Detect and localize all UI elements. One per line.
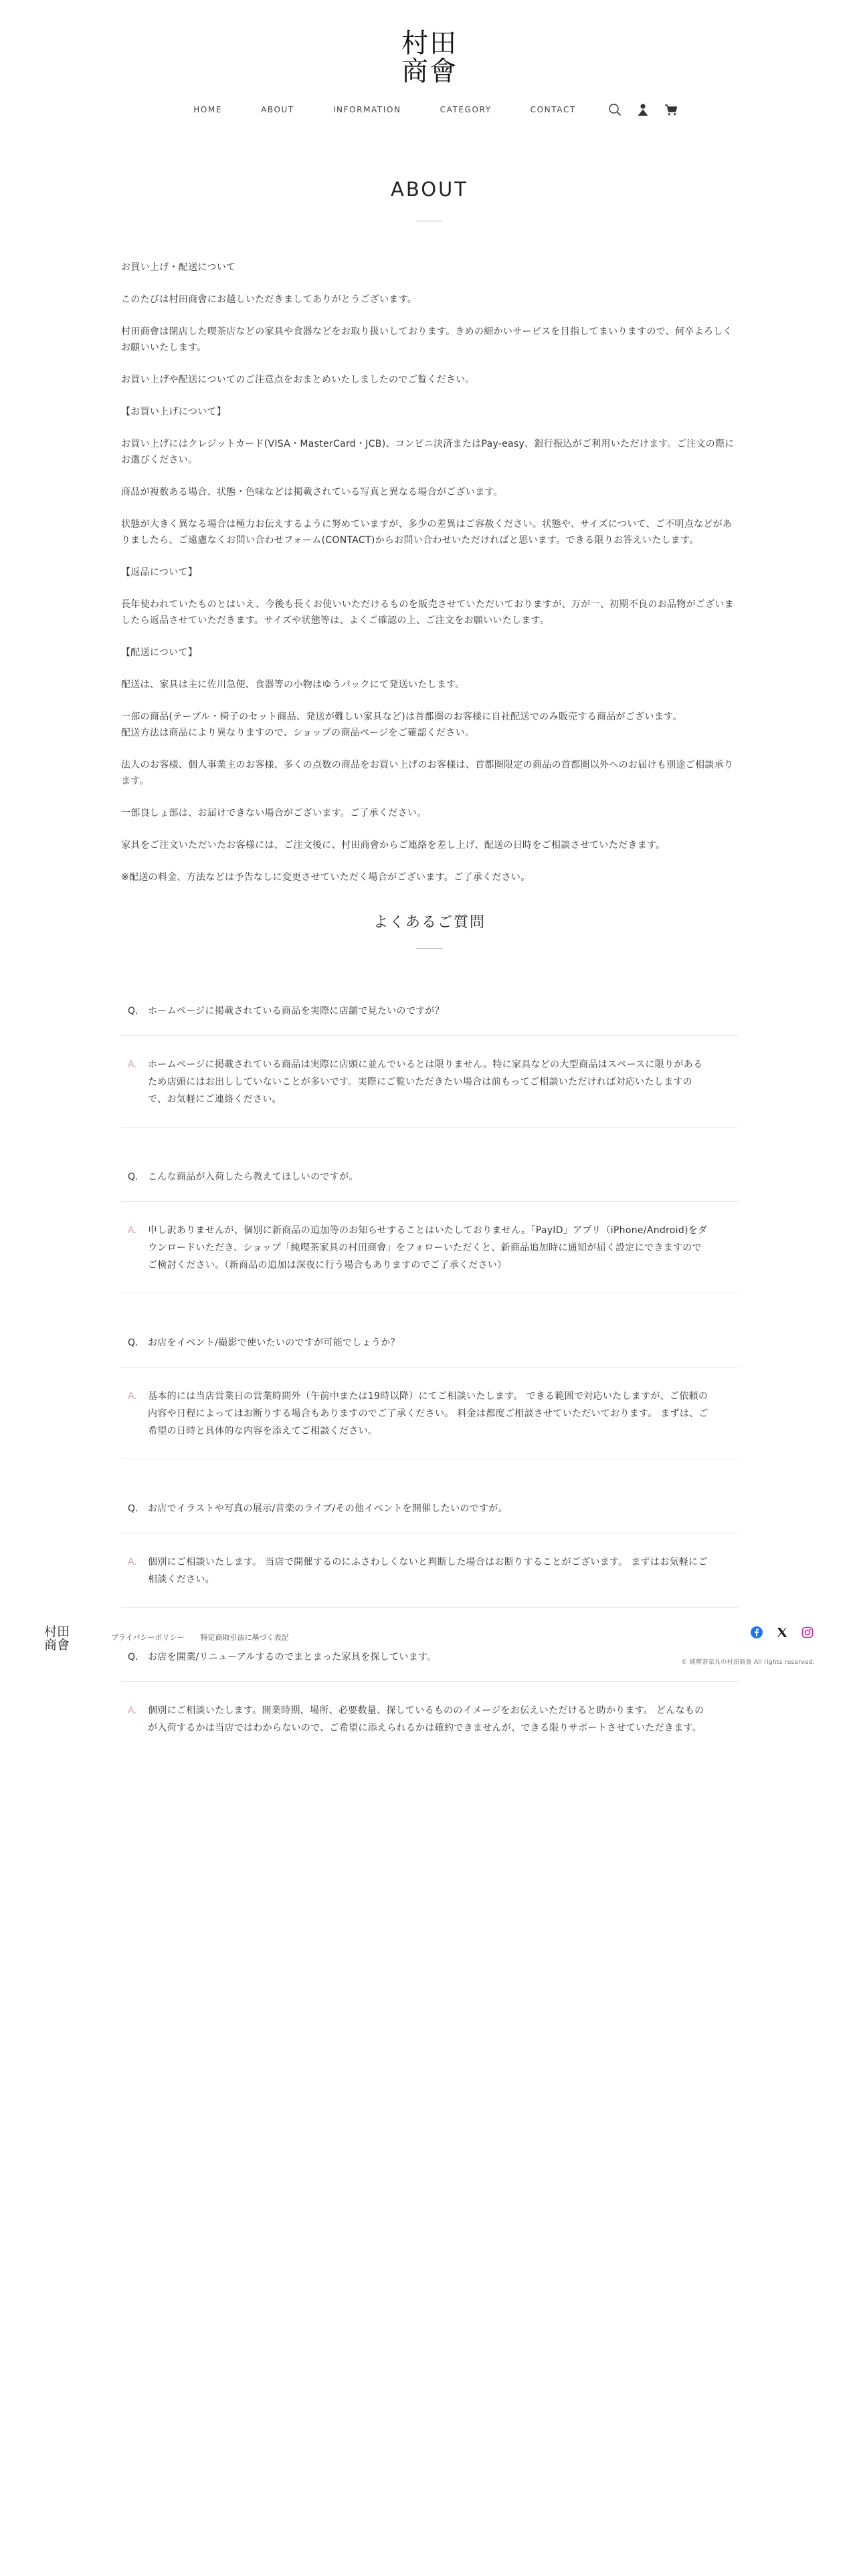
question-text: お店を開業/リニューアルするのでまとまった家具を探しています。 [148, 1652, 437, 1662]
footer-logo-line-1: 村田 [44, 1624, 70, 1639]
about-body [121, 259, 738, 901]
instagram-icon[interactable] [800, 1625, 815, 1640]
faq-answer [121, 1202, 738, 1293]
about-paragraph: 一部の商品(テーブル・椅子のセット商品、発送が難しい家具など)は首都圏のお客様に自社配送でのみ販売する商品がございます。 [121, 712, 682, 722]
facebook-icon[interactable] [749, 1625, 764, 1640]
about-heading-purchase: 【お買い上げについて】 [121, 407, 227, 417]
main-nav [0, 102, 859, 118]
question-mark: Q. [128, 1172, 138, 1182]
footer-logo-line-2: 商會 [44, 1638, 70, 1652]
cart-icon[interactable] [663, 102, 679, 118]
footer-links [111, 1632, 304, 1642]
faq-item [121, 1501, 738, 1608]
site-footer [0, 1625, 859, 1705]
question-mark: Q. [128, 1337, 138, 1348]
faq-answer [121, 1036, 738, 1128]
answer-mark: A. [128, 1059, 137, 1070]
answer-mark: A. [128, 1225, 137, 1236]
answer-text: 個別にご相談いたします。 当店で開催するのにふさわしくないと判断した場合はお断りすることがございます。 まずはお気軽にご相談ください。 [148, 1557, 708, 1585]
faq-title: よくあるご質問 [373, 914, 486, 931]
nav-icons [601, 102, 685, 118]
question-text: ホームページに掲載されている商品を実際に店舗で見たいのですが？ [148, 1006, 445, 1016]
about-heading-returns: 【返品について】 [121, 567, 198, 578]
question-text: こんな商品が入荷したら教えてほしいのですが。 [148, 1172, 359, 1182]
about-paragraph: 家具をご注文いただいたお客様には、ご注文後に、村田商會からご連絡を差し上げ、配送の日時をご相談させていただきます。 [121, 840, 666, 851]
copyright [681, 1657, 815, 1666]
faq-question[interactable] [121, 1335, 738, 1368]
faq-item [121, 1003, 738, 1128]
faq-item [121, 1335, 738, 1459]
faq-question[interactable] [121, 1501, 738, 1533]
nav-home[interactable]: HOME [193, 105, 223, 114]
about-paragraph: お買い上げや配送についてのご注意点をおまとめいたしましたのでご覧ください。 [121, 374, 475, 385]
about-paragraph: ※配送の料金、方法などは予告なしに変更させていただく場合がございます。ご了承ください。 [121, 872, 531, 883]
nav-contact[interactable]: CONTACT [530, 105, 576, 114]
about-paragraph: 一部良しょ部は、お届けできない場合がございます。ご了承ください。 [121, 808, 427, 819]
footer-logo[interactable] [44, 1625, 74, 1652]
answer-mark: A. [128, 1705, 137, 1716]
about-paragraph: 村田商會は閉店した喫茶店などの家具や食器などをお取り扱いしております。きめの細かいサービスを目指してまいりますので、何卒よろしくお願いいたします。 [121, 326, 733, 353]
logo-line-2: 商會 [401, 56, 458, 87]
about-paragraph: お買い上げにはクレジットカード(VISA・MasterCard・JCB)、コンビニ決済またはPay-easy、銀行振込がご利用いただけます。ご注文の際にお選びください。 [121, 439, 735, 465]
faq-item [121, 1169, 738, 1293]
logo-line-1: 村田 [401, 28, 458, 59]
social-links [739, 1625, 815, 1640]
question-text: お店でイラストや写真の展示/音楽のライブ/その他イベントを開催したいのですが。 [148, 1503, 508, 1514]
nav-category[interactable]: CATEGORY [440, 105, 492, 114]
question-mark: Q. [128, 1652, 138, 1662]
about-paragraph: 法人のお客様、個人事業主のお客様、多くの点数の商品をお買い上げのお客様は、首都圏限定の商品の首都圏以外へのお届けも別途ご相談承ります。 [121, 760, 734, 786]
copyright-name: © 純喫茶家具の村田商會 [681, 1659, 752, 1666]
question-mark: Q. [128, 1006, 138, 1016]
answer-mark: A. [128, 1391, 137, 1402]
user-icon[interactable] [635, 102, 651, 118]
copyright-rest: All rights reserved. [751, 1659, 815, 1666]
answer-mark: A. [128, 1557, 137, 1568]
about-paragraph: 長年使われていたものとはいえ、今後も長くお使いいただけるものを販売させていただいておりますが、万が一、初期不良のお品物がございましたら返品させていただきます。サイズや状態等は、よくご確認の上、ご注文をお願いいたします。 [121, 599, 735, 626]
faq-question[interactable] [121, 1169, 738, 1202]
about-heading-delivery: 【配送について】 [121, 647, 198, 658]
about-paragraph: 配送方法は商品により異なりますので、ショップの商品ページをご確認ください。 [121, 728, 475, 738]
question-mark: Q. [128, 1503, 138, 1514]
nav-information[interactable]: INFORMATION [332, 105, 401, 114]
faq-question[interactable] [121, 1003, 738, 1036]
faq-answer [121, 1533, 738, 1608]
answer-text: ホームページに掲載されている商品は実際に店頭に並んでいるとは限りません。特に家具などの大型商品はスペースに限りがあるため店頭にはお出ししていないことが多いです。実際にご覧いただきたい場合は前もってご相談いただければ対応いたしますので、お気軽にご連絡ください。 [148, 1059, 703, 1105]
answer-text: 基本的には当店営業日の営業時間外（午前中または19時以降）にてご相談いたします。 できる範囲で対応いたしますが、ご依頼の内容や日程によってはお断りする場合もありますのでご了承ください。 料金は都度ご相談させていただいております。 まずは、ご希望の日時と具体的な内容を添えてご相談ください。 [148, 1391, 708, 1436]
site-logo[interactable] [396, 29, 463, 86]
about-paragraph: このたびは村田商會にお越しいただきましてありがとうございます。 [121, 294, 417, 305]
nav-about[interactable]: ABOUT [261, 105, 294, 114]
search-icon[interactable] [607, 102, 623, 118]
faq-title-rule [416, 948, 443, 949]
about-title: ABOUT [391, 178, 468, 201]
x-icon[interactable] [775, 1625, 789, 1640]
about-paragraph: 配送は、家具は主に佐川急便、食器等の小物はゆうパックにて発送いたします。 [121, 679, 465, 690]
privacy-policy-link[interactable]: プライバシーポリシー [111, 1633, 185, 1642]
about-paragraph: 状態が大きく異なる場合は極力お伝えするように努めていますが、多少の差異はご容赦ください。状態や、サイズについて、ご不明点などがありましたら、ご遠慮なくお問い合わせフォーム(CONTACT)からお問い合わせいただければと思います。できる限りお答えいたします。 [121, 519, 733, 546]
about-paragraph: 商品が複数ある場合、状態・色味などは掲載されている写真と異なる場合がございます。 [121, 487, 503, 498]
answer-text: 個別にご相談いたします。開業時期、場所、必要数量、探しているもののイメージをお伝えいただけると助かります。 どんなものが入荷するかは当店ではわからないので、ご希望に添えられるかは確約できませんが、できる限りサポートさせていただきます。 [148, 1705, 704, 1733]
faq-answer [121, 1368, 738, 1459]
about-paragraph: お買い上げ・配送について [121, 262, 236, 273]
answer-text: 申し訳ありませんが、個別に新商品の追加等のお知らせすることはいたしておりません。「PayID」アプリ（iPhone/Android)をダウンロードいただき、ショップ「純喫茶家具の村田商會」をフォローいただくと、新商品追加時に通知が届く設定にできますので ご検討ください。（新商品の追加は深夜に行う場合もありますのでご了承ください） [148, 1225, 708, 1271]
question-text: お店をイベント/撮影で使いたいのですが可能でしょうか？ [148, 1337, 400, 1348]
site-header [0, 0, 859, 134]
commercial-transactions-link[interactable]: 特定商取引法に基づく表記 [200, 1633, 289, 1642]
